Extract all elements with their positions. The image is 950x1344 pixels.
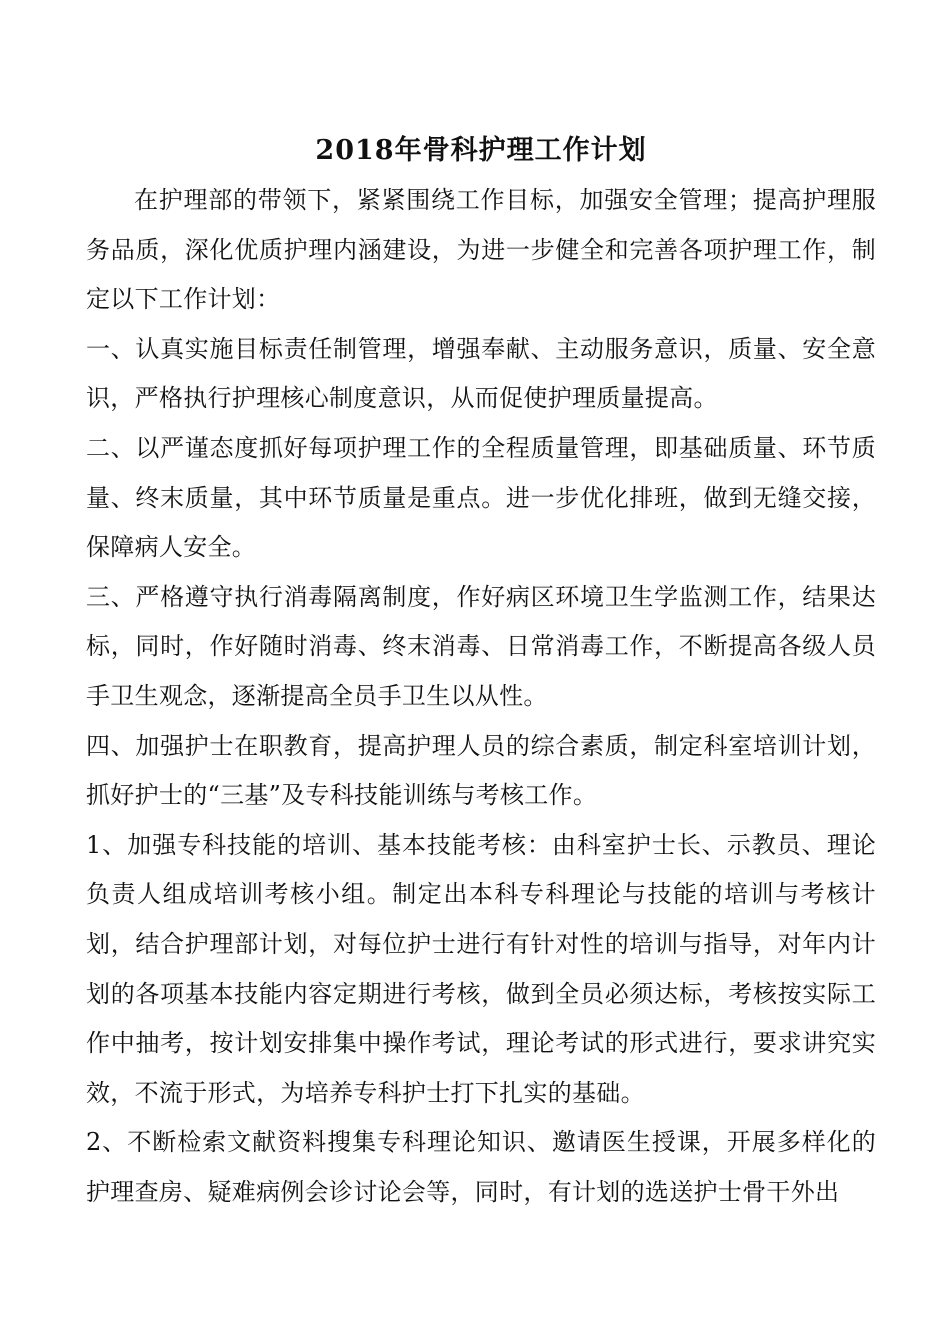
document-title: 2018年骨科护理工作计划: [315, 135, 647, 166]
sub-item-2: 2、不断检索文献资料搜集专科理论知识、邀请医生授课，开展多样化的护理查房、疑难病例会诊讨论会等，同时，有计划的选送护士骨干外出: [86, 1128, 876, 1206]
document-page: [86, 126, 876, 1217]
sub-item-1: 1、加强专科技能的培训、基本技能考核：由科室护士长、示教员、理论负责人组成培训考核小组。制定出本科专科理论与技能的培训与考核计划，结合护理部计划，对每位护士进行有针对性的培训与指导，对年内计划的各项基本技能内容定期进行考核，做到全员必须达标，考核按实际工作中抽考，按计划安排集中操作考试，理论考试的形式进行，要求讲究实效，不流于形式，为培养专科护士打下扎实的基础。: [86, 830, 876, 1107]
intro-paragraph: 在护理部的带领下，紧紧围绕工作目标，加强安全管理；提高护理服务品质，深化优质护理内涵建设，为进一步健全和完善各项护理工作，制定以下工作计划：: [86, 186, 876, 314]
plan-item-3: 三、严格遵守执行消毒隔离制度，作好病区环境卫生学监测工作，结果达标，同时，作好随时消毒、终末消毒、日常消毒工作，不断提高各级人员手卫生观念，逐渐提高全员手卫生以从性。: [86, 582, 876, 710]
plan-item-1: 一、认真实施目标责任制管理，增强奉献、主动服务意识，质量、安全意识，严格执行护理核心制度意识，从而促使护理质量提高。: [86, 334, 876, 413]
plan-item-2: 二、以严谨态度抓好每项护理工作的全程质量管理，即基础质量、环节质量、终末质量，其中环节质量是重点。进一步优化排班，做到无缝交接，保障病人安全。: [86, 433, 876, 562]
plan-item-4: 四、加强护士在职教育，提高护理人员的综合素质，制定科室培训计划，抓好护士的“三基”及专科技能训练与考核工作。: [86, 731, 876, 810]
